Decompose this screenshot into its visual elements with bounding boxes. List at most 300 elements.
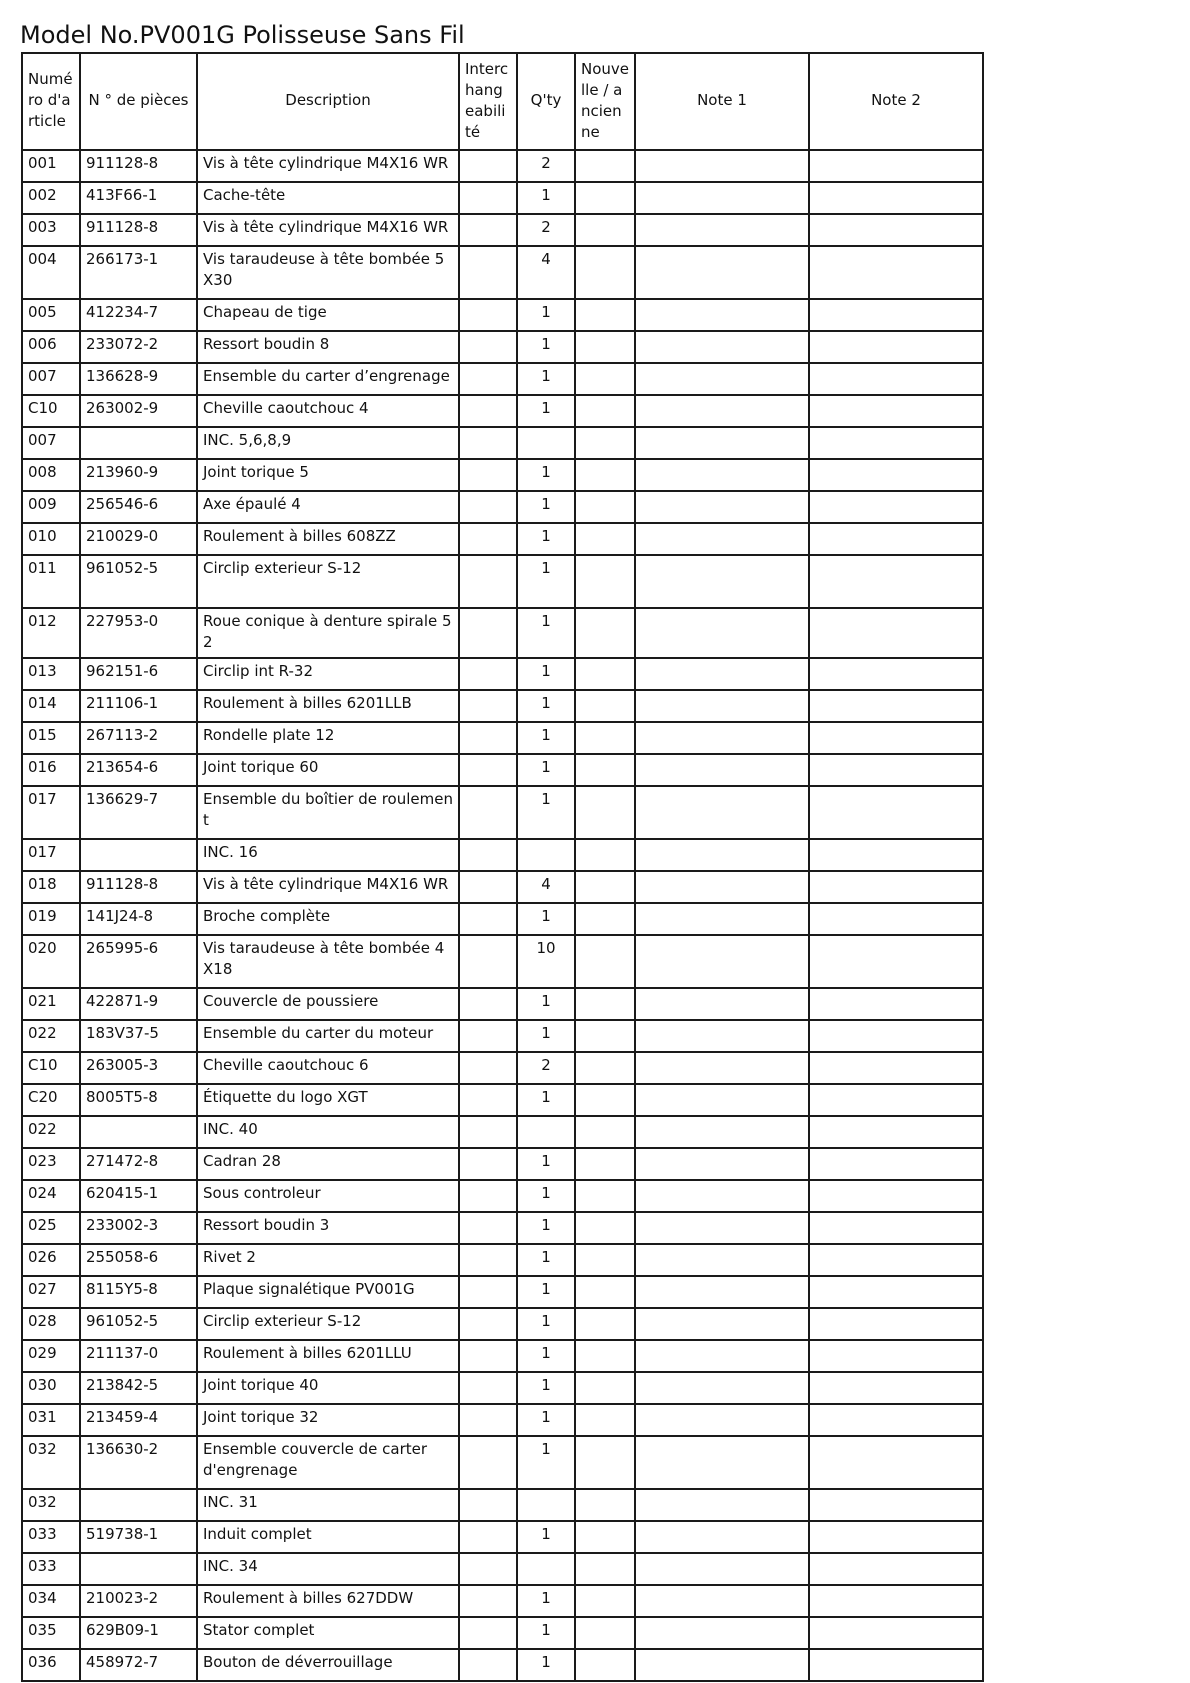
note-2-cell: [809, 555, 983, 608]
qty-cell: 2: [517, 214, 575, 246]
description-cell: Roulement à billes 627DDW: [197, 1585, 459, 1617]
table-row: [22, 903, 983, 935]
description-cell: Joint torique 40: [197, 1372, 459, 1404]
note-1-cell: [635, 1084, 809, 1116]
part-number-cell: 629B09-1: [80, 1617, 197, 1649]
note-2-cell: [809, 1052, 983, 1084]
description-cell: Ressort boudin 8: [197, 331, 459, 363]
description-cell: Bouton de déverrouillage: [197, 1649, 459, 1681]
interchangeability-cell: [459, 1436, 517, 1489]
qty-cell: 1: [517, 786, 575, 839]
note-1-cell: [635, 214, 809, 246]
note-2-cell: [809, 1084, 983, 1116]
new-old-cell: [575, 1116, 635, 1148]
note-2-cell: [809, 903, 983, 935]
note-1-cell: [635, 1308, 809, 1340]
new-old-cell: [575, 1436, 635, 1489]
item-number-cell: 023: [22, 1148, 80, 1180]
description-cell: Axe épaulé 4: [197, 491, 459, 523]
new-old-cell: [575, 786, 635, 839]
qty-cell: 1: [517, 903, 575, 935]
part-number-cell: 620415-1: [80, 1180, 197, 1212]
description-cell: Broche complète: [197, 903, 459, 935]
item-number-cell: 017: [22, 839, 80, 871]
description-cell: Joint torique 60: [197, 754, 459, 786]
new-old-cell: [575, 214, 635, 246]
new-old-cell: [575, 523, 635, 555]
new-old-cell: [575, 1052, 635, 1084]
note-1-cell: [635, 1052, 809, 1084]
table-row: [22, 839, 983, 871]
note-1-cell: [635, 871, 809, 903]
header-interchangeability: Interchangeabilité: [459, 53, 517, 150]
part-number-cell: 961052-5: [80, 555, 197, 608]
qty-cell: 1: [517, 1212, 575, 1244]
qty-cell: 1: [517, 1436, 575, 1489]
description-cell: Roue conique à denture spirale 52: [197, 608, 459, 658]
item-number-cell: 002: [22, 182, 80, 214]
note-2-cell: [809, 1553, 983, 1585]
qty-cell: 1: [517, 690, 575, 722]
description-cell: Ensemble du carter d’engrenage: [197, 363, 459, 395]
qty-cell: [517, 1553, 575, 1585]
table-row: [22, 1372, 983, 1404]
table-row: [22, 299, 983, 331]
table-row: [22, 1585, 983, 1617]
item-number-cell: C10: [22, 395, 80, 427]
qty-cell: 1: [517, 1649, 575, 1681]
qty-cell: 1: [517, 331, 575, 363]
qty-cell: 1: [517, 491, 575, 523]
qty-cell: 1: [517, 1276, 575, 1308]
qty-cell: 1: [517, 1180, 575, 1212]
table-row: [22, 722, 983, 754]
part-number-cell: [80, 839, 197, 871]
part-number-cell: 227953-0: [80, 608, 197, 658]
new-old-cell: [575, 246, 635, 299]
table-row: [22, 935, 983, 988]
new-old-cell: [575, 1308, 635, 1340]
header-note-2: Note 2: [809, 53, 983, 150]
interchangeability-cell: [459, 1212, 517, 1244]
part-number-cell: [80, 427, 197, 459]
note-2-cell: [809, 658, 983, 690]
new-old-cell: [575, 754, 635, 786]
part-number-cell: 962151-6: [80, 658, 197, 690]
note-2-cell: [809, 363, 983, 395]
item-number-cell: C10: [22, 1052, 80, 1084]
new-old-cell: [575, 555, 635, 608]
description-cell: Chapeau de tige: [197, 299, 459, 331]
table-row: [22, 331, 983, 363]
note-1-cell: [635, 935, 809, 988]
item-number-cell: 012: [22, 608, 80, 658]
qty-cell: 1: [517, 988, 575, 1020]
note-1-cell: [635, 608, 809, 658]
interchangeability-cell: [459, 658, 517, 690]
description-cell: INC. 31: [197, 1489, 459, 1521]
part-number-cell: 8115Y5-8: [80, 1276, 197, 1308]
item-number-cell: 031: [22, 1404, 80, 1436]
part-number-cell: [80, 1489, 197, 1521]
qty-cell: 1: [517, 1244, 575, 1276]
table-row: [22, 1276, 983, 1308]
qty-cell: 1: [517, 754, 575, 786]
note-1-cell: [635, 331, 809, 363]
qty-cell: [517, 427, 575, 459]
new-old-cell: [575, 1649, 635, 1681]
new-old-cell: [575, 459, 635, 491]
part-number-cell: 136630-2: [80, 1436, 197, 1489]
table-row: [22, 1340, 983, 1372]
part-number-cell: 911128-8: [80, 871, 197, 903]
interchangeability-cell: [459, 871, 517, 903]
description-cell: Roulement à billes 6201LLB: [197, 690, 459, 722]
header-part-number: N ° de pièces: [80, 53, 197, 150]
note-2-cell: [809, 1116, 983, 1148]
interchangeability-cell: [459, 1020, 517, 1052]
table-row: [22, 246, 983, 299]
note-2-cell: [809, 608, 983, 658]
qty-cell: 1: [517, 1372, 575, 1404]
item-number-cell: 017: [22, 786, 80, 839]
note-2-cell: [809, 150, 983, 182]
part-number-cell: 183V37-5: [80, 1020, 197, 1052]
note-2-cell: [809, 871, 983, 903]
interchangeability-cell: [459, 1404, 517, 1436]
qty-cell: 1: [517, 658, 575, 690]
new-old-cell: [575, 839, 635, 871]
table-row: [22, 523, 983, 555]
description-cell: Plaque signalétique PV001G: [197, 1276, 459, 1308]
description-cell: Circlip exterieur S-12: [197, 1308, 459, 1340]
part-number-cell: 263005-3: [80, 1052, 197, 1084]
note-1-cell: [635, 523, 809, 555]
part-number-cell: 413F66-1: [80, 182, 197, 214]
description-cell: Vis à tête cylindrique M4X16 WR: [197, 150, 459, 182]
part-number-cell: 213960-9: [80, 459, 197, 491]
interchangeability-cell: [459, 1340, 517, 1372]
note-1-cell: [635, 1649, 809, 1681]
item-number-cell: 016: [22, 754, 80, 786]
table-row: [22, 786, 983, 839]
item-number-cell: 013: [22, 658, 80, 690]
note-2-cell: [809, 1148, 983, 1180]
interchangeability-cell: [459, 839, 517, 871]
item-number-cell: 021: [22, 988, 80, 1020]
table-row: [22, 1212, 983, 1244]
interchangeability-cell: [459, 690, 517, 722]
item-number-cell: 025: [22, 1212, 80, 1244]
qty-cell: 1: [517, 363, 575, 395]
new-old-cell: [575, 658, 635, 690]
qty-cell: 1: [517, 1148, 575, 1180]
interchangeability-cell: [459, 246, 517, 299]
note-1-cell: [635, 246, 809, 299]
note-1-cell: [635, 459, 809, 491]
part-number-cell: 141J24-8: [80, 903, 197, 935]
description-cell: Vis taraudeuse à tête bombée 5X30: [197, 246, 459, 299]
interchangeability-cell: [459, 1116, 517, 1148]
part-number-cell: 412234-7: [80, 299, 197, 331]
note-2-cell: [809, 1276, 983, 1308]
part-number-cell: 136628-9: [80, 363, 197, 395]
interchangeability-cell: [459, 988, 517, 1020]
table-row: [22, 1436, 983, 1489]
interchangeability-cell: [459, 331, 517, 363]
document-title: Model No.PV001G Polisseuse Sans Fil: [20, 21, 465, 49]
qty-cell: 1: [517, 722, 575, 754]
note-1-cell: [635, 1404, 809, 1436]
table-row: [22, 491, 983, 523]
description-cell: Circlip int R-32: [197, 658, 459, 690]
interchangeability-cell: [459, 1372, 517, 1404]
header-note-1: Note 1: [635, 53, 809, 150]
new-old-cell: [575, 427, 635, 459]
new-old-cell: [575, 1340, 635, 1372]
parts-table-body: [22, 150, 983, 1681]
item-number-cell: 036: [22, 1649, 80, 1681]
new-old-cell: [575, 1489, 635, 1521]
interchangeability-cell: [459, 1276, 517, 1308]
item-number-cell: 003: [22, 214, 80, 246]
qty-cell: 10: [517, 935, 575, 988]
table-row: [22, 608, 983, 658]
part-number-cell: 210023-2: [80, 1585, 197, 1617]
note-1-cell: [635, 1436, 809, 1489]
table-row: [22, 1244, 983, 1276]
note-2-cell: [809, 1020, 983, 1052]
new-old-cell: [575, 299, 635, 331]
part-number-cell: [80, 1553, 197, 1585]
table-row: [22, 1148, 983, 1180]
interchangeability-cell: [459, 1052, 517, 1084]
header-new-old: Nouvelle / ancienne: [575, 53, 635, 150]
note-2-cell: [809, 1489, 983, 1521]
interchangeability-cell: [459, 427, 517, 459]
note-2-cell: [809, 1436, 983, 1489]
table-row: [22, 1308, 983, 1340]
note-2-cell: [809, 690, 983, 722]
description-cell: Vis taraudeuse à tête bombée 4X18: [197, 935, 459, 988]
new-old-cell: [575, 1521, 635, 1553]
new-old-cell: [575, 871, 635, 903]
header-description: Description: [197, 53, 459, 150]
qty-cell: 1: [517, 608, 575, 658]
table-row: [22, 1084, 983, 1116]
part-number-cell: 271472-8: [80, 1148, 197, 1180]
description-cell: Rondelle plate 12: [197, 722, 459, 754]
new-old-cell: [575, 1212, 635, 1244]
note-2-cell: [809, 1340, 983, 1372]
new-old-cell: [575, 331, 635, 363]
part-number-cell: 136629-7: [80, 786, 197, 839]
item-number-cell: 004: [22, 246, 80, 299]
note-2-cell: [809, 246, 983, 299]
qty-cell: 1: [517, 523, 575, 555]
description-cell: Vis à tête cylindrique M4X16 WR: [197, 214, 459, 246]
item-number-cell: 026: [22, 1244, 80, 1276]
item-number-cell: 019: [22, 903, 80, 935]
table-row: [22, 1180, 983, 1212]
qty-cell: 2: [517, 150, 575, 182]
note-1-cell: [635, 427, 809, 459]
part-number-cell: [80, 1116, 197, 1148]
item-number-cell: 001: [22, 150, 80, 182]
item-number-cell: 022: [22, 1116, 80, 1148]
new-old-cell: [575, 1244, 635, 1276]
description-cell: Vis à tête cylindrique M4X16 WR: [197, 871, 459, 903]
table-row: [22, 658, 983, 690]
part-number-cell: 267113-2: [80, 722, 197, 754]
note-1-cell: [635, 150, 809, 182]
note-2-cell: [809, 1212, 983, 1244]
item-number-cell: 024: [22, 1180, 80, 1212]
qty-cell: 2: [517, 1052, 575, 1084]
note-2-cell: [809, 182, 983, 214]
item-number-cell: 027: [22, 1276, 80, 1308]
note-2-cell: [809, 754, 983, 786]
note-2-cell: [809, 1649, 983, 1681]
item-number-cell: 035: [22, 1617, 80, 1649]
parts-table: [21, 52, 984, 1682]
item-number-cell: 018: [22, 871, 80, 903]
part-number-cell: 265995-6: [80, 935, 197, 988]
part-number-cell: 8005T5-8: [80, 1084, 197, 1116]
table-row: [22, 182, 983, 214]
interchangeability-cell: [459, 608, 517, 658]
description-cell: Cheville caoutchouc 6: [197, 1052, 459, 1084]
note-1-cell: [635, 1585, 809, 1617]
new-old-cell: [575, 1617, 635, 1649]
qty-cell: 1: [517, 1020, 575, 1052]
description-cell: Joint torique 5: [197, 459, 459, 491]
table-row: [22, 1489, 983, 1521]
interchangeability-cell: [459, 1244, 517, 1276]
part-number-cell: 961052-5: [80, 1308, 197, 1340]
description-cell: Cadran 28: [197, 1148, 459, 1180]
header-qty: Q'ty: [517, 53, 575, 150]
part-number-cell: 911128-8: [80, 214, 197, 246]
table-row: [22, 1116, 983, 1148]
note-1-cell: [635, 754, 809, 786]
description-cell: Induit complet: [197, 1521, 459, 1553]
item-number-cell: 029: [22, 1340, 80, 1372]
new-old-cell: [575, 182, 635, 214]
part-number-cell: 211106-1: [80, 690, 197, 722]
qty-cell: 1: [517, 555, 575, 608]
item-number-cell: 008: [22, 459, 80, 491]
new-old-cell: [575, 1372, 635, 1404]
note-1-cell: [635, 722, 809, 754]
note-2-cell: [809, 839, 983, 871]
part-number-cell: 256546-6: [80, 491, 197, 523]
interchangeability-cell: [459, 1180, 517, 1212]
description-cell: Circlip exterieur S-12: [197, 555, 459, 608]
note-2-cell: [809, 935, 983, 988]
interchangeability-cell: [459, 1553, 517, 1585]
description-cell: Sous controleur: [197, 1180, 459, 1212]
new-old-cell: [575, 395, 635, 427]
item-number-cell: 015: [22, 722, 80, 754]
item-number-cell: C20: [22, 1084, 80, 1116]
new-old-cell: [575, 1276, 635, 1308]
header-item-number: Numéro d'article: [22, 53, 80, 150]
description-cell: Stator complet: [197, 1617, 459, 1649]
part-number-cell: 211137-0: [80, 1340, 197, 1372]
interchangeability-cell: [459, 555, 517, 608]
table-row: [22, 459, 983, 491]
interchangeability-cell: [459, 754, 517, 786]
description-cell: Roulement à billes 608ZZ: [197, 523, 459, 555]
note-1-cell: [635, 1340, 809, 1372]
interchangeability-cell: [459, 1585, 517, 1617]
note-1-cell: [635, 839, 809, 871]
note-2-cell: [809, 1521, 983, 1553]
interchangeability-cell: [459, 214, 517, 246]
interchangeability-cell: [459, 1084, 517, 1116]
note-1-cell: [635, 786, 809, 839]
table-row: [22, 754, 983, 786]
note-1-cell: [635, 363, 809, 395]
item-number-cell: 033: [22, 1521, 80, 1553]
qty-cell: 1: [517, 1404, 575, 1436]
interchangeability-cell: [459, 1308, 517, 1340]
item-number-cell: 033: [22, 1553, 80, 1585]
qty-cell: 1: [517, 1585, 575, 1617]
note-1-cell: [635, 903, 809, 935]
note-1-cell: [635, 1116, 809, 1148]
note-1-cell: [635, 1521, 809, 1553]
description-cell: Cheville caoutchouc 4: [197, 395, 459, 427]
part-number-cell: 213654-6: [80, 754, 197, 786]
new-old-cell: [575, 1020, 635, 1052]
table-row: [22, 1404, 983, 1436]
new-old-cell: [575, 1404, 635, 1436]
part-number-cell: 213842-5: [80, 1372, 197, 1404]
interchangeability-cell: [459, 1521, 517, 1553]
note-1-cell: [635, 658, 809, 690]
table-row: [22, 1052, 983, 1084]
interchangeability-cell: [459, 722, 517, 754]
item-number-cell: 034: [22, 1585, 80, 1617]
qty-cell: 1: [517, 459, 575, 491]
table-row: [22, 395, 983, 427]
interchangeability-cell: [459, 299, 517, 331]
description-cell: Ensemble couvercle de carter d'engrenage: [197, 1436, 459, 1489]
description-cell: Ressort boudin 3: [197, 1212, 459, 1244]
description-cell: INC. 16: [197, 839, 459, 871]
note-1-cell: [635, 1180, 809, 1212]
qty-cell: 1: [517, 1084, 575, 1116]
qty-cell: 1: [517, 182, 575, 214]
note-1-cell: [635, 182, 809, 214]
item-number-cell: 010: [22, 523, 80, 555]
note-2-cell: [809, 1180, 983, 1212]
table-row: [22, 150, 983, 182]
table-row: [22, 871, 983, 903]
note-1-cell: [635, 395, 809, 427]
table-header-row: [22, 53, 983, 150]
description-cell: Joint torique 32: [197, 1404, 459, 1436]
new-old-cell: [575, 903, 635, 935]
note-1-cell: [635, 1020, 809, 1052]
part-number-cell: 255058-6: [80, 1244, 197, 1276]
description-cell: INC. 5,6,8,9: [197, 427, 459, 459]
qty-cell: 1: [517, 1617, 575, 1649]
note-2-cell: [809, 1244, 983, 1276]
note-2-cell: [809, 299, 983, 331]
